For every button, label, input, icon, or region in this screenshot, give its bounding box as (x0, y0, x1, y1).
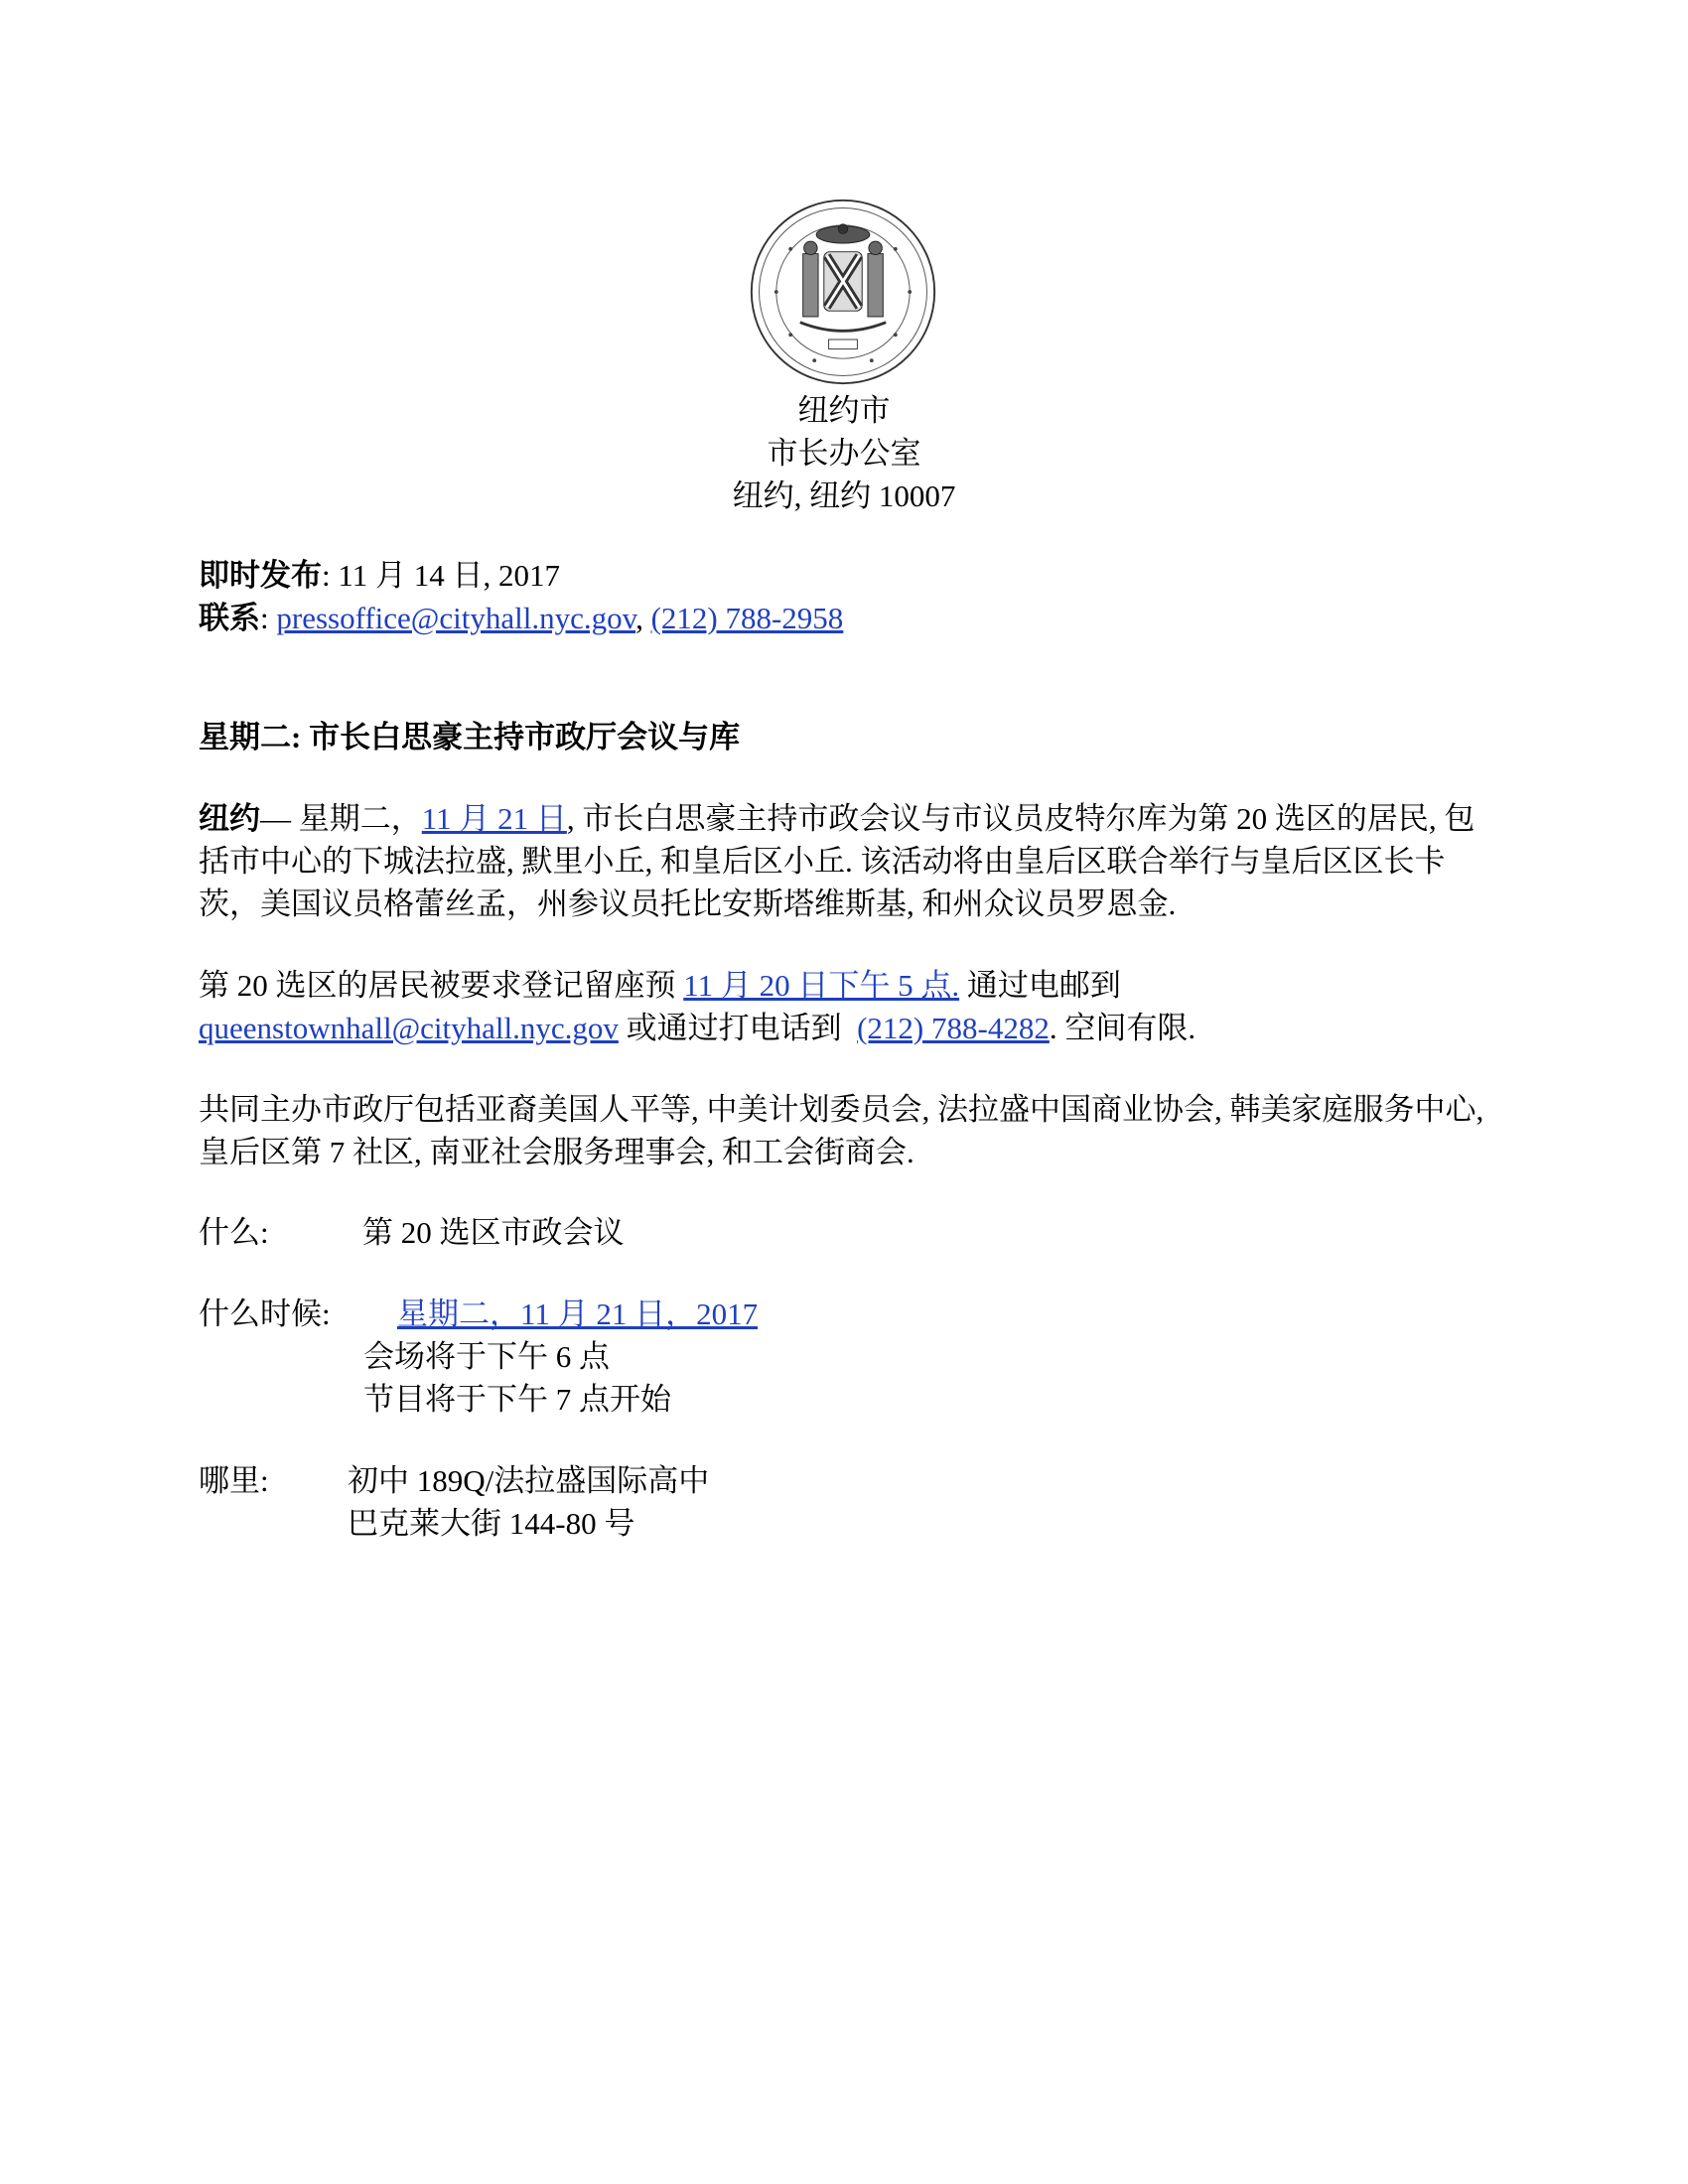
detail-what (199, 1211, 625, 1254)
intro-body: , 市长白思豪主持市政会议与市议员皮特尔库为第 20 选区的居民, 包括市中心的下城法拉盛, 默里小丘, 和皇后区小丘. 该活动将由皇后区联合举行与皇后区区长卡茨，美国议员格蕾丝孟，州参议员托比安斯塔维斯基, 和州众议员罗恩金. (199, 801, 1476, 921)
when-program: 节目将于下午 7 点开始 (363, 1382, 671, 1417)
press-headline: 星期二: 市长白思豪主持市政厅会议与库 (199, 720, 741, 754)
where-label: 哪里: (199, 1463, 269, 1498)
when-date-link[interactable]: 星期二，11 月 21 日，2017 (397, 1297, 759, 1331)
detail-when (199, 1293, 759, 1417)
dateline: 纽约 (199, 801, 260, 836)
what-label: 什么: (199, 1215, 269, 1250)
header-office: 市长办公室 (767, 436, 921, 471)
release-label: 即时发布 (199, 558, 322, 593)
release-date: : 11 月 14 日, 2017 (322, 558, 560, 593)
dateline-dash: — 星期二， (260, 801, 422, 836)
city-seal (748, 197, 938, 387)
header-city: 纽约市 (797, 393, 891, 428)
where-address: 巴克莱大街 144-80 号 (348, 1506, 635, 1541)
rsvp-phone-link[interactable]: (212) 788-4282 (857, 1011, 1050, 1045)
paragraph-rsvp (199, 964, 1489, 1049)
paragraph-cohosts: 共同主办市政厅包括亚裔美国人平等, 中美计划委员会, 法拉盛中国商业协会, 韩美家庭服务中心, 皇后区第 7 社区, 南亚社会服务理事会, 和工会街商会. (199, 1092, 1484, 1169)
detail-where (199, 1459, 710, 1541)
rsvp-email-link[interactable]: queenstownhall@cityhall.nyc.gov (199, 1011, 619, 1045)
contact-sep: : (260, 601, 277, 635)
rsvp-pre: 第 20 选区的居民被要求登记留座预 (199, 968, 684, 1003)
contact-line (199, 597, 843, 639)
press-phone-link[interactable]: (212) 788-2958 (650, 601, 844, 635)
when-label: 什么时候: (199, 1297, 331, 1331)
when-values (363, 1293, 759, 1421)
header-address: 纽约, 纽约 10007 (732, 478, 956, 513)
rsvp-deadline-link[interactable]: 11 月 20 日下午 5 点. (683, 968, 960, 1003)
contact-label: 联系 (199, 601, 260, 635)
rsvp-post: . 空间有限. (1049, 1011, 1196, 1045)
release-line (199, 554, 843, 597)
rsvp-mid: 通过电邮到 (959, 968, 1121, 1003)
release-meta (199, 554, 843, 639)
when-doors: 会场将于下午 6 点 (363, 1339, 610, 1374)
where-values (348, 1459, 709, 1545)
seal-icon (748, 197, 938, 387)
paragraph-intro (199, 797, 1489, 925)
press-email-link[interactable]: pressoffice@cityhall.nyc.gov (276, 601, 636, 635)
event-date-link[interactable]: 11 月 21 日 (421, 801, 567, 836)
what-value: 第 20 选区市政会议 (362, 1215, 625, 1250)
rsvp-mid2: 或通过打电话到 (618, 1011, 858, 1045)
office-header (0, 389, 1688, 517)
where-venue: 初中 189Q/法拉盛国际高中 (348, 1463, 710, 1498)
contact-comma: , (635, 601, 651, 635)
